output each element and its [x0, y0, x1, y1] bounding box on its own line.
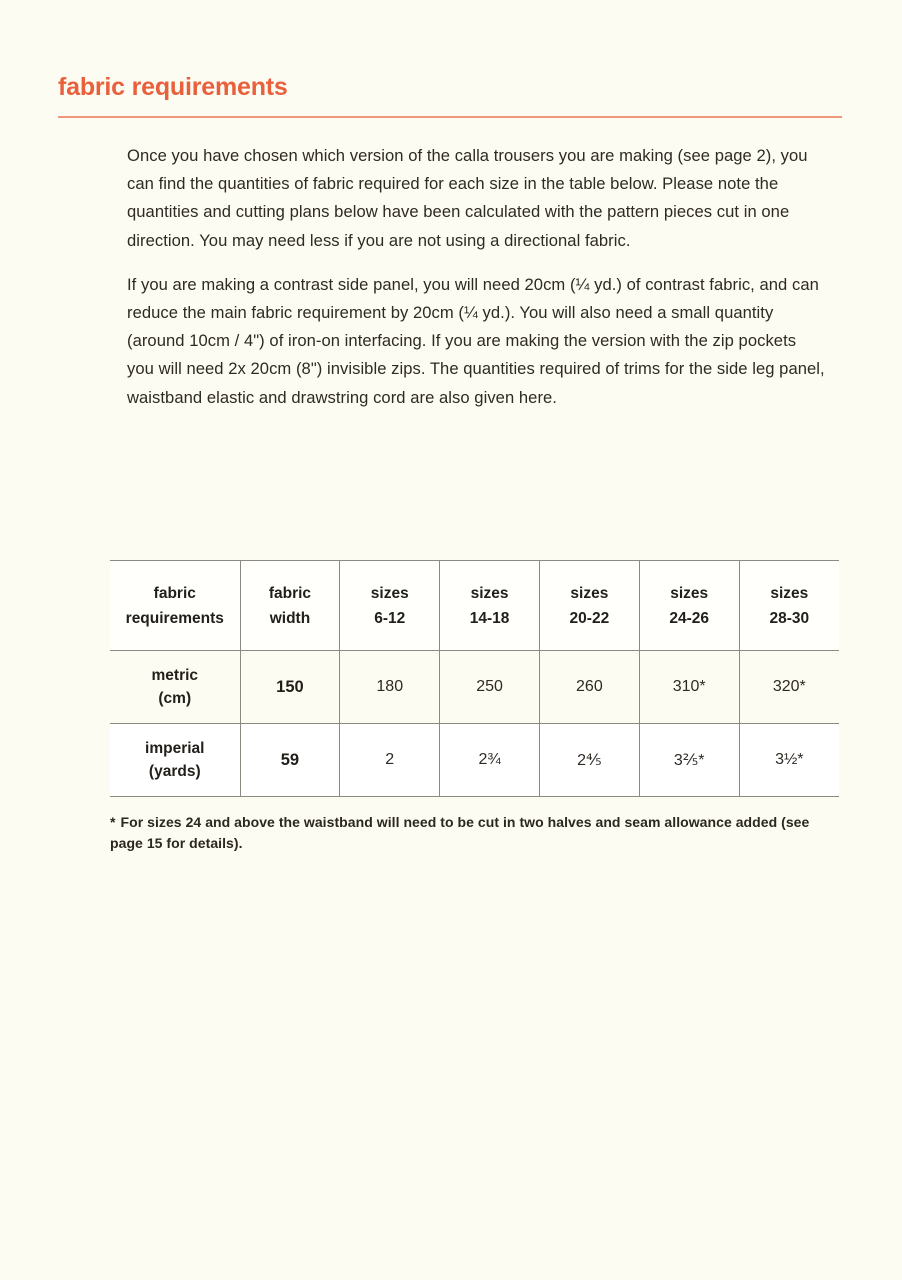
- footnote: [110, 812, 810, 854]
- header-line-2: 24-26: [669, 609, 710, 627]
- cell-imperial-6-12: 2: [340, 724, 440, 797]
- table-header: [110, 561, 839, 651]
- header-line-2: requirements: [125, 609, 224, 627]
- table-header-row: [110, 561, 839, 651]
- cell-imperial-24-26: 3⅖*: [639, 724, 739, 797]
- row-label-line-1: imperial: [145, 740, 205, 757]
- row-label-line-2: (cm): [158, 690, 192, 707]
- table-row: [110, 724, 839, 797]
- cell-imperial-28-30: 3½*: [739, 724, 839, 797]
- page-title: fabric requirements: [58, 73, 288, 101]
- footnote-text: For sizes 24 and above the waistband will need to be cut in two halves and seam allowance added (see page 15 for details).: [110, 814, 810, 851]
- header-line-2: 20-22: [569, 609, 610, 627]
- cell-imperial-14-18: 2¾: [440, 724, 540, 797]
- footnote-marker: *: [110, 814, 116, 830]
- cell-imperial-width: 59: [240, 724, 340, 797]
- table-header-cell-4: [539, 561, 639, 651]
- table-header-cell-3: [440, 561, 540, 651]
- header-line-2: 28-30: [769, 609, 810, 627]
- table-header-cell-0: [110, 561, 240, 651]
- row-label-imperial: [110, 724, 240, 797]
- header-line-2: 6-12: [374, 609, 406, 627]
- heading-block: [58, 72, 842, 118]
- header-line-2: width: [269, 609, 311, 627]
- table-header-cell-5: [639, 561, 739, 651]
- cell-metric-28-30: 320*: [739, 651, 839, 724]
- title-rule: [58, 116, 842, 118]
- cell-metric-24-26: 310*: [639, 651, 739, 724]
- header-line-2: 14-18: [469, 609, 510, 627]
- table-header-cell-2: [340, 561, 440, 651]
- row-label-metric: [110, 651, 240, 724]
- table-row: [110, 651, 839, 724]
- header-line-1: sizes: [770, 584, 809, 602]
- table-header-cell-6: [739, 561, 839, 651]
- body-copy: [127, 142, 827, 412]
- cell-metric-14-18: 250: [440, 651, 540, 724]
- header-line-1: fabric: [268, 584, 312, 602]
- header-line-1: sizes: [570, 584, 609, 602]
- cell-imperial-20-22: 2⅘: [539, 724, 639, 797]
- fabric-requirements-table: [110, 560, 839, 797]
- cell-metric-width: 150: [240, 651, 340, 724]
- paragraph-1: Once you have chosen which version of the calla trousers you are making (see page 2), you can find the quantities of fabric required for each size in the table below. Please note the quantities and cutting plans below have been calculated with the pattern pieces cut in one direction. You may need less if you are not using a directional fabric.: [127, 146, 808, 250]
- header-line-1: sizes: [470, 584, 509, 602]
- table-body: [110, 651, 839, 797]
- cell-metric-20-22: 260: [539, 651, 639, 724]
- row-label-line-1: metric: [151, 667, 199, 684]
- fabric-requirements-table-wrapper: [110, 560, 839, 797]
- row-label-line-2: (yards): [148, 763, 201, 780]
- header-line-1: sizes: [670, 584, 709, 602]
- paragraph-2: If you are making a contrast side panel, you will need 20cm (¼ yd.) of contrast fabric, and can reduce the main fabric requirement by 20cm (¼ yd.). You will also need a small quantity (around 10cm / 4") of iron-on interfacing. If you are making the version with the zip pockets you will need 2x 20cm (8") invisible zips. The quantities required of trims for the side leg panel, waistband elastic and drawstring cord are also given here.: [127, 274, 825, 407]
- cell-metric-6-12: 180: [340, 651, 440, 724]
- header-line-1: fabric: [153, 584, 196, 602]
- header-line-1: sizes: [370, 584, 409, 602]
- table-header-cell-1: [240, 561, 340, 651]
